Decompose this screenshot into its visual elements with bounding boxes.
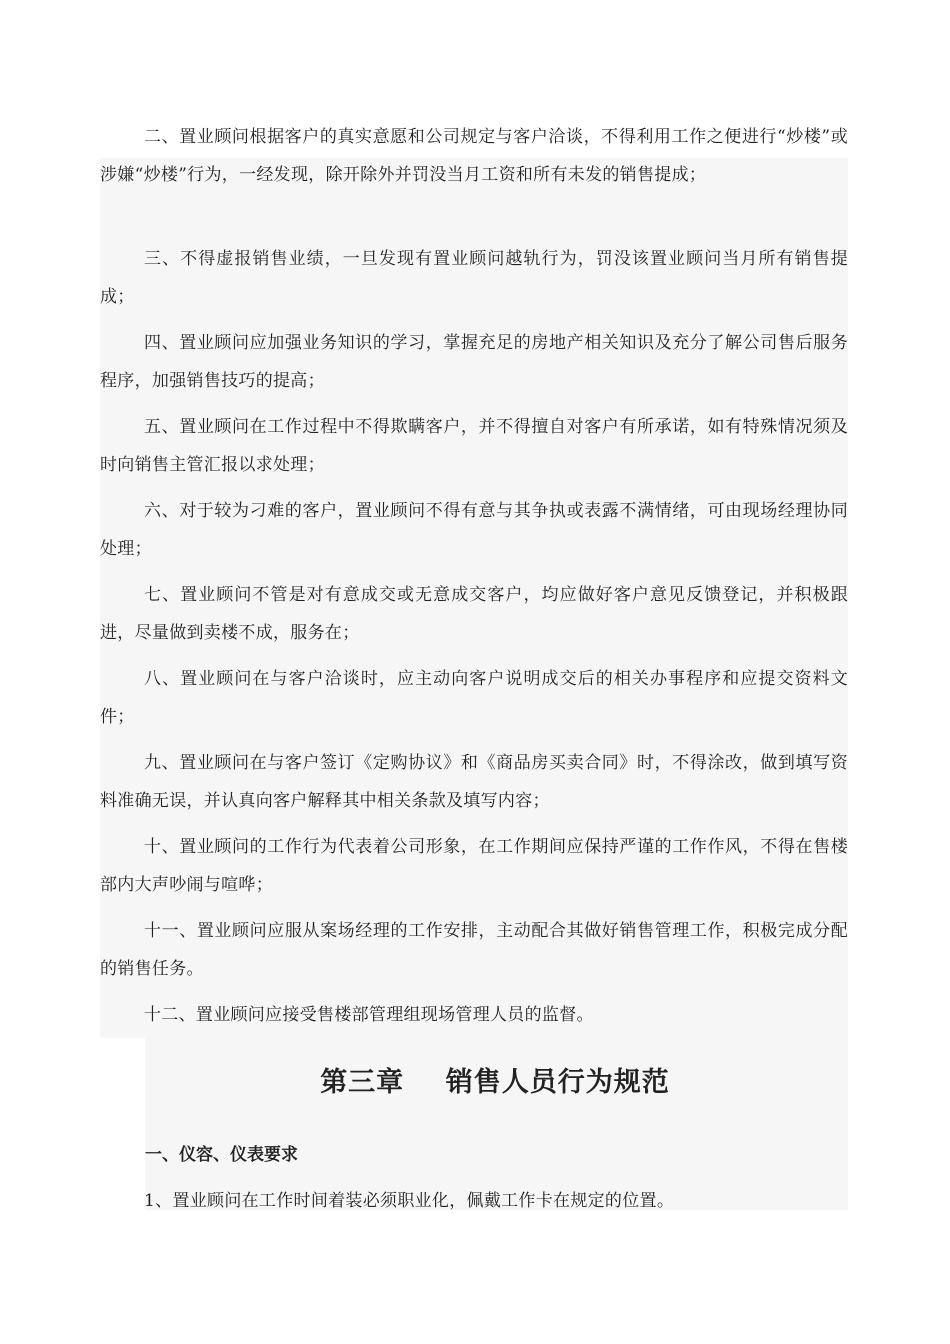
paragraph-8: 八、置业顾问在与客户洽谈时，应主动向客户说明成交后的相关办事程序和应提交资料文件； [100, 669, 848, 727]
section-heading: 一、仪容、仪表要求 [145, 1145, 298, 1165]
paragraph-12: 十二、置业顾问应接受售楼部管理组现场管理人员的监督。 [144, 1005, 594, 1025]
paragraph-10: 十、置业顾问的工作行为代表着公司形象，在工作期间应保持严谨的工作作风，不得在售楼部内大声吵闹与喧哗； [100, 837, 848, 895]
paragraph-5: 五、置业顾问在工作过程中不得欺瞒客户，并不得擅自对客户有所承诺，如有特殊情况须及时向销售主管汇报以求处理； [100, 417, 848, 475]
chapter-title: 第三章 销售人员行为规范 [320, 1067, 670, 1098]
paragraph-4: 四、置业顾问应加强业务知识的学习，掌握充足的房地产相关知识及充分了解公司售后服务程序，加强销售技巧的提高； [100, 333, 848, 391]
paragraph-7: 七、置业顾问不管是对有意成交或无意成交客户，均应做好客户意见反馈登记，并积极跟进，尽量做到卖楼不成，服务在； [100, 585, 848, 643]
paragraph-11: 十一、置业顾问应服从案场经理的工作安排，主动配合其做好销售管理工作，积极完成分配的销售任务。 [100, 921, 848, 979]
paragraph-6: 六、对于较为刁难的客户，置业顾问不得有意与其争执或表露不满情绪，可由现场经理协同处理； [100, 501, 848, 559]
paragraph-2: 二、置业顾问根据客户的真实意愿和公司规定与客户洽谈，不得利用工作之便进行“炒楼”或涉嫌“炒楼”行为，一经发现，除开除外并罚没当月工资和所有未发的销售提成； [100, 127, 848, 185]
list-item: 1、置业顾问在工作时间着装必须职业化，佩戴工作卡在规定的位置。 [144, 1191, 675, 1211]
paragraph-3: 三、不得虚报销售业绩，一旦发现有置业顾问越轨行为，罚没该置业顾问当月所有销售提成； [100, 249, 848, 307]
paragraph-9: 九、置业顾问在与客户签订《定购协议》和《商品房买卖合同》时，不得涂改，做到填写资料准确无误，并认真向客户解释其中相关条款及填写内容； [100, 753, 848, 811]
